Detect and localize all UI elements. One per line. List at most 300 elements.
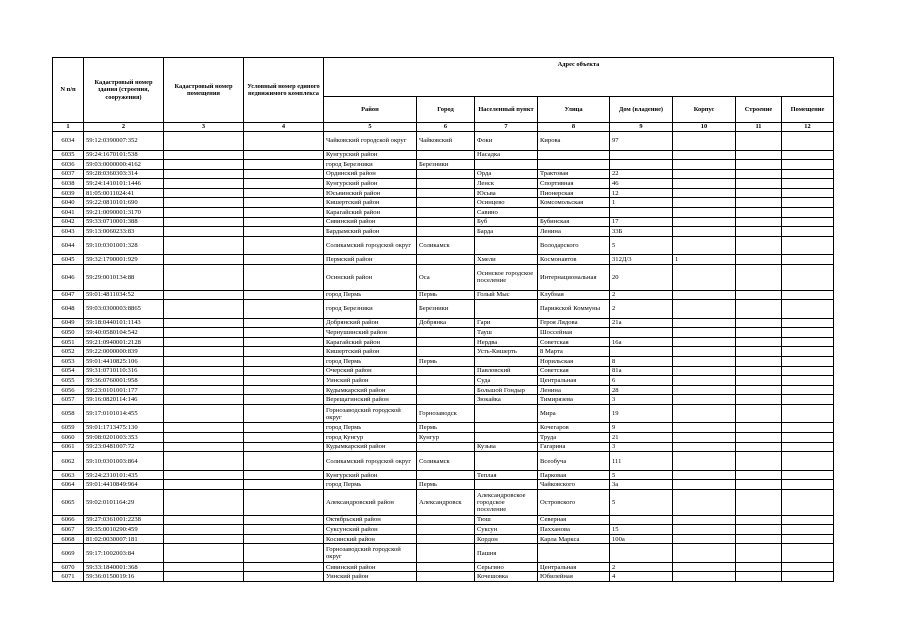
- cadastral-room-cell: [164, 150, 244, 160]
- conditional-number-cell: [244, 489, 324, 515]
- street-cell: Советская: [538, 337, 610, 347]
- pomeshchenie-cell: [782, 452, 834, 471]
- settlement-cell: Кочешовка: [475, 572, 538, 582]
- table-row: [53, 515, 834, 525]
- house-cell: 5: [610, 236, 673, 255]
- city-cell: Чайковский: [417, 132, 475, 151]
- korpus-cell: [673, 395, 736, 405]
- stroenie-cell: [736, 480, 782, 490]
- street-cell: Ленина: [538, 385, 610, 395]
- table-row: [53, 290, 834, 300]
- settlement-cell: Осинское городское поселение: [475, 264, 538, 290]
- conditional-number-cell: [244, 300, 324, 319]
- row-number-cell: 6067: [53, 525, 84, 535]
- settlement-cell: Усть-Кишерть: [475, 347, 538, 357]
- cadastral-building-cell: 59:22:0000000:839: [84, 347, 164, 357]
- city-cell: Пермь: [417, 423, 475, 433]
- city-cell: [417, 188, 475, 198]
- stroenie-cell: [736, 395, 782, 405]
- city-cell: [417, 208, 475, 218]
- korpus-cell: [673, 515, 736, 525]
- settlement-cell: [475, 160, 538, 170]
- conditional-number-cell: [244, 470, 324, 480]
- street-cell: 8 Марта: [538, 347, 610, 357]
- row-number-cell: 6041: [53, 208, 84, 218]
- korpus-cell: [673, 318, 736, 328]
- city-cell: [417, 385, 475, 395]
- street-cell: Клубная: [538, 290, 610, 300]
- house-cell: 3: [610, 395, 673, 405]
- house-cell: [610, 544, 673, 563]
- cadastral-room-cell: [164, 525, 244, 535]
- street-cell: Героя Лядова: [538, 318, 610, 328]
- table-row: [53, 132, 834, 151]
- korpus-cell: [673, 376, 736, 386]
- cadastral-building-cell: 59:16:0820114:146: [84, 395, 164, 405]
- district-cell: Соликамский городской округ: [324, 452, 417, 471]
- korpus-cell: [673, 357, 736, 367]
- pomeshchenie-cell: [782, 357, 834, 367]
- cadastral-building-cell: 59:08:0201003:353: [84, 433, 164, 443]
- street-cell: [538, 150, 610, 160]
- cadastral-room-cell: [164, 423, 244, 433]
- pomeshchenie-cell: [782, 515, 834, 525]
- cadastral-building-cell: 59:01:4410825:106: [84, 357, 164, 367]
- city-cell: Кунгур: [417, 433, 475, 443]
- house-cell: 46: [610, 179, 673, 189]
- conditional-number-cell: [244, 534, 324, 544]
- district-cell: Добрянский район: [324, 318, 417, 328]
- conditional-number-cell: [244, 337, 324, 347]
- table-row: [53, 227, 834, 237]
- pomeshchenie-cell: [782, 337, 834, 347]
- stroenie-cell: [736, 150, 782, 160]
- house-cell: 33Б: [610, 227, 673, 237]
- cadastral-building-cell: 59:40:0580104:542: [84, 328, 164, 338]
- cadastral-room-cell: [164, 366, 244, 376]
- cadastral-room-cell: [164, 300, 244, 319]
- settlement-cell: Савино: [475, 208, 538, 218]
- conditional-number-cell: [244, 452, 324, 471]
- cadastral-building-cell: 59:03:0300003:8865: [84, 300, 164, 319]
- district-cell: город Березники: [324, 300, 417, 319]
- pomeshchenie-cell: [782, 169, 834, 179]
- district-cell: Кишертский район: [324, 198, 417, 208]
- city-cell: [417, 572, 475, 582]
- stroenie-cell: [736, 264, 782, 290]
- street-cell: Труда: [538, 433, 610, 443]
- registry-rows: [53, 132, 834, 582]
- row-number-cell: 6042: [53, 217, 84, 227]
- street-cell: Юбилейная: [538, 572, 610, 582]
- cadastral-room-cell: [164, 534, 244, 544]
- table-row: [53, 255, 834, 265]
- pomeshchenie-cell: [782, 562, 834, 572]
- conditional-number-cell: [244, 376, 324, 386]
- cadastral-building-cell: 59:24:1410101:1446: [84, 179, 164, 189]
- cadastral-building-cell: 59:13:0060233:83: [84, 227, 164, 237]
- cadastral-room-cell: [164, 470, 244, 480]
- district-cell: город Березники: [324, 160, 417, 170]
- street-cell: Кирова: [538, 132, 610, 151]
- pomeshchenie-cell: [782, 198, 834, 208]
- table-row: [53, 376, 834, 386]
- cadastral-room-cell: [164, 376, 244, 386]
- settlement-cell: [475, 404, 538, 423]
- table-row: [53, 300, 834, 319]
- cadastral-room-cell: [164, 169, 244, 179]
- korpus-cell: [673, 442, 736, 452]
- cadastral-room-cell: [164, 236, 244, 255]
- conditional-number-cell: [244, 347, 324, 357]
- stroenie-cell: [736, 366, 782, 376]
- pomeshchenie-cell: [782, 442, 834, 452]
- house-cell: 5: [610, 489, 673, 515]
- pomeshchenie-cell: [782, 480, 834, 490]
- korpus-cell: [673, 489, 736, 515]
- conditional-number-cell: [244, 150, 324, 160]
- table-row: [53, 236, 834, 255]
- korpus-cell: [673, 290, 736, 300]
- city-cell: [417, 515, 475, 525]
- district-cell: Сивинский район: [324, 562, 417, 572]
- cadastral-room-cell: [164, 255, 244, 265]
- pomeshchenie-cell: [782, 160, 834, 170]
- header-district: Район: [324, 97, 417, 123]
- cadastral-room-cell: [164, 198, 244, 208]
- street-cell: Парижской Коммуны: [538, 300, 610, 319]
- street-cell: Комсомольская: [538, 198, 610, 208]
- district-cell: город Пермь: [324, 480, 417, 490]
- cadastral-building-cell: 59:23:0101001:177: [84, 385, 164, 395]
- district-cell: Горнозаводский городской округ: [324, 544, 417, 563]
- row-number-cell: 6051: [53, 337, 84, 347]
- table-row: [53, 404, 834, 423]
- stroenie-cell: [736, 515, 782, 525]
- cadastral-room-cell: [164, 217, 244, 227]
- settlement-cell: Гари: [475, 318, 538, 328]
- table-row: [53, 366, 834, 376]
- settlement-cell: Большой Гондыр: [475, 385, 538, 395]
- house-cell: 100а: [610, 534, 673, 544]
- conditional-number-cell: [244, 562, 324, 572]
- settlement-cell: Пашня: [475, 544, 538, 563]
- header-stroenie: Строение: [736, 97, 782, 123]
- cadastral-room-cell: [164, 264, 244, 290]
- pomeshchenie-cell: [782, 217, 834, 227]
- district-cell: Уинский район: [324, 572, 417, 582]
- conditional-number-cell: [244, 179, 324, 189]
- district-cell: Верещагинский район: [324, 395, 417, 405]
- house-cell: 2: [610, 562, 673, 572]
- pomeshchenie-cell: [782, 376, 834, 386]
- cadastral-room-cell: [164, 572, 244, 582]
- pomeshchenie-cell: [782, 395, 834, 405]
- street-cell: Гагарина: [538, 442, 610, 452]
- district-cell: Сивинский район: [324, 217, 417, 227]
- conditional-number-cell: [244, 572, 324, 582]
- house-cell: 111: [610, 452, 673, 471]
- stroenie-cell: [736, 236, 782, 255]
- city-cell: Пермь: [417, 290, 475, 300]
- row-number-cell: 6039: [53, 188, 84, 198]
- row-number-cell: 6055: [53, 376, 84, 386]
- korpus-cell: [673, 227, 736, 237]
- city-cell: Оса: [417, 264, 475, 290]
- city-cell: [417, 217, 475, 227]
- cadastral-room-cell: [164, 452, 244, 471]
- cadastral-building-cell: 59:12:0390007:352: [84, 132, 164, 151]
- city-cell: [417, 395, 475, 405]
- stroenie-cell: [736, 525, 782, 535]
- row-number-cell: 6065: [53, 489, 84, 515]
- house-cell: 22: [610, 169, 673, 179]
- col-number: 9: [610, 123, 673, 132]
- city-cell: [417, 366, 475, 376]
- city-cell: Александровск: [417, 489, 475, 515]
- korpus-cell: [673, 169, 736, 179]
- cadastral-room-cell: [164, 347, 244, 357]
- row-number-cell: 6035: [53, 150, 84, 160]
- house-cell: 17: [610, 217, 673, 227]
- col-number: 11: [736, 123, 782, 132]
- district-cell: Ординский район: [324, 169, 417, 179]
- street-cell: Мира: [538, 404, 610, 423]
- settlement-cell: Тауш: [475, 328, 538, 338]
- table-row: [53, 169, 834, 179]
- table-row: [53, 357, 834, 367]
- korpus-cell: [673, 188, 736, 198]
- district-cell: Александровский район: [324, 489, 417, 515]
- header-pomeshchenie: Помещение: [782, 97, 834, 123]
- settlement-cell: [475, 357, 538, 367]
- table-row: [53, 160, 834, 170]
- korpus-cell: [673, 132, 736, 151]
- district-cell: Чайковский городской округ: [324, 132, 417, 151]
- settlement-cell: Фоки: [475, 132, 538, 151]
- korpus-cell: [673, 347, 736, 357]
- row-number-cell: 6061: [53, 442, 84, 452]
- cadastral-building-cell: 59:01:1713475:130: [84, 423, 164, 433]
- house-cell: 5: [610, 470, 673, 480]
- house-cell: 8: [610, 357, 673, 367]
- stroenie-cell: [736, 290, 782, 300]
- stroenie-cell: [736, 208, 782, 218]
- street-cell: Пионерская: [538, 188, 610, 198]
- header-city: Город: [417, 97, 475, 123]
- pomeshchenie-cell: [782, 179, 834, 189]
- stroenie-cell: [736, 442, 782, 452]
- conditional-number-cell: [244, 423, 324, 433]
- house-cell: 20: [610, 264, 673, 290]
- city-cell: Соликамск: [417, 236, 475, 255]
- stroenie-cell: [736, 337, 782, 347]
- city-cell: [417, 169, 475, 179]
- house-cell: 9: [610, 423, 673, 433]
- city-cell: [417, 470, 475, 480]
- street-cell: Центральная: [538, 562, 610, 572]
- korpus-cell: [673, 562, 736, 572]
- street-cell: [538, 208, 610, 218]
- conditional-number-cell: [244, 404, 324, 423]
- cadastral-room-cell: [164, 442, 244, 452]
- pomeshchenie-cell: [782, 300, 834, 319]
- table-row: [53, 525, 834, 535]
- col-number: 5: [324, 123, 417, 132]
- conditional-number-cell: [244, 366, 324, 376]
- stroenie-cell: [736, 357, 782, 367]
- conditional-number-cell: [244, 385, 324, 395]
- street-cell: Норильская: [538, 357, 610, 367]
- house-cell: 312Д/3: [610, 255, 673, 265]
- street-cell: Бубинская: [538, 217, 610, 227]
- stroenie-cell: [736, 470, 782, 480]
- pomeshchenie-cell: [782, 227, 834, 237]
- col-number: 12: [782, 123, 834, 132]
- cadastral-building-cell: 59:10:0301003:864: [84, 452, 164, 471]
- cadastral-room-cell: [164, 515, 244, 525]
- cadastral-building-cell: 59:17:0101014:455: [84, 404, 164, 423]
- conditional-number-cell: [244, 217, 324, 227]
- table-row: [53, 198, 834, 208]
- row-number-cell: 6052: [53, 347, 84, 357]
- house-cell: 6: [610, 376, 673, 386]
- district-cell: Кунгурский район: [324, 470, 417, 480]
- settlement-cell: [475, 452, 538, 471]
- conditional-number-cell: [244, 525, 324, 535]
- house-cell: [610, 347, 673, 357]
- stroenie-cell: [736, 562, 782, 572]
- pomeshchenie-cell: [782, 318, 834, 328]
- cadastral-room-cell: [164, 227, 244, 237]
- table-row: [53, 562, 834, 572]
- cadastral-building-cell: 59:24:2310101:435: [84, 470, 164, 480]
- pomeshchenie-cell: [782, 404, 834, 423]
- korpus-cell: [673, 217, 736, 227]
- street-cell: Шоссейная: [538, 328, 610, 338]
- street-cell: Карла Маркса: [538, 534, 610, 544]
- cadastral-room-cell: [164, 188, 244, 198]
- cadastral-room-cell: [164, 544, 244, 563]
- street-cell: Ленина: [538, 227, 610, 237]
- settlement-cell: Александровское городское поселение: [475, 489, 538, 515]
- settlement-cell: Голый Мыс: [475, 290, 538, 300]
- pomeshchenie-cell: [782, 208, 834, 218]
- col-number: 6: [417, 123, 475, 132]
- city-cell: Березники: [417, 160, 475, 170]
- settlement-cell: Павловский: [475, 366, 538, 376]
- stroenie-cell: [736, 433, 782, 443]
- korpus-cell: [673, 385, 736, 395]
- row-number-cell: 6034: [53, 132, 84, 151]
- korpus-cell: [673, 198, 736, 208]
- stroenie-cell: [736, 544, 782, 563]
- conditional-number-cell: [244, 132, 324, 151]
- pomeshchenie-cell: [782, 236, 834, 255]
- cadastral-room-cell: [164, 395, 244, 405]
- district-cell: Чернушинский район: [324, 328, 417, 338]
- pomeshchenie-cell: [782, 347, 834, 357]
- conditional-number-cell: [244, 442, 324, 452]
- cadastral-room-cell: [164, 179, 244, 189]
- cadastral-building-cell: 59:24:1670101:538: [84, 150, 164, 160]
- house-cell: 12: [610, 188, 673, 198]
- korpus-cell: [673, 264, 736, 290]
- district-cell: город Пермь: [324, 357, 417, 367]
- row-number-cell: 6040: [53, 198, 84, 208]
- pomeshchenie-cell: [782, 264, 834, 290]
- korpus-cell: [673, 404, 736, 423]
- cadastral-room-cell: [164, 132, 244, 151]
- row-number-cell: 6036: [53, 160, 84, 170]
- conditional-number-cell: [244, 227, 324, 237]
- conditional-number-cell: [244, 328, 324, 338]
- pomeshchenie-cell: [782, 188, 834, 198]
- col-number: 8: [538, 123, 610, 132]
- col-number: 3: [164, 123, 244, 132]
- city-cell: [417, 525, 475, 535]
- conditional-number-cell: [244, 395, 324, 405]
- stroenie-cell: [736, 489, 782, 515]
- city-cell: [417, 179, 475, 189]
- row-number-cell: 6053: [53, 357, 84, 367]
- district-cell: Юсьвинский район: [324, 188, 417, 198]
- house-cell: 3а: [610, 480, 673, 490]
- cadastral-building-cell: 81:02:0030007:181: [84, 534, 164, 544]
- table-row: [53, 150, 834, 160]
- table-row: [53, 264, 834, 290]
- stroenie-cell: [736, 160, 782, 170]
- settlement-cell: Нердва: [475, 337, 538, 347]
- cadastral-building-cell: 59:10:0301001:328: [84, 236, 164, 255]
- house-cell: 19: [610, 404, 673, 423]
- table-row: [53, 337, 834, 347]
- settlement-cell: [475, 480, 538, 490]
- city-cell: [417, 534, 475, 544]
- settlement-cell: Теплая: [475, 470, 538, 480]
- stroenie-cell: [736, 376, 782, 386]
- column-number-row: [53, 123, 834, 132]
- row-number-cell: 6060: [53, 433, 84, 443]
- pomeshchenie-cell: [782, 290, 834, 300]
- conditional-number-cell: [244, 357, 324, 367]
- conditional-number-cell: [244, 515, 324, 525]
- table-row: [53, 452, 834, 471]
- street-cell: Интернациональная: [538, 264, 610, 290]
- pomeshchenie-cell: [782, 525, 834, 535]
- header-settlement: Населенный пункт: [475, 97, 538, 123]
- district-cell: Осинский район: [324, 264, 417, 290]
- pomeshchenie-cell: [782, 150, 834, 160]
- table-row: [53, 433, 834, 443]
- korpus-cell: [673, 452, 736, 471]
- street-cell: Тимирязева: [538, 395, 610, 405]
- city-cell: [417, 198, 475, 208]
- header-conditional-number: Условный номер единого недвижимого комплекса: [244, 58, 324, 123]
- pomeshchenie-cell: [782, 255, 834, 265]
- street-cell: Пахханова: [538, 525, 610, 535]
- stroenie-cell: [736, 255, 782, 265]
- city-cell: [417, 255, 475, 265]
- settlement-cell: Суксун: [475, 525, 538, 535]
- conditional-number-cell: [244, 544, 324, 563]
- cadastral-building-cell: 59:35:0010290:459: [84, 525, 164, 535]
- cadastral-building-cell: 59:31:0710110:316: [84, 366, 164, 376]
- pomeshchenie-cell: [782, 544, 834, 563]
- stroenie-cell: [736, 169, 782, 179]
- row-number-cell: 6047: [53, 290, 84, 300]
- district-cell: Косинский район: [324, 534, 417, 544]
